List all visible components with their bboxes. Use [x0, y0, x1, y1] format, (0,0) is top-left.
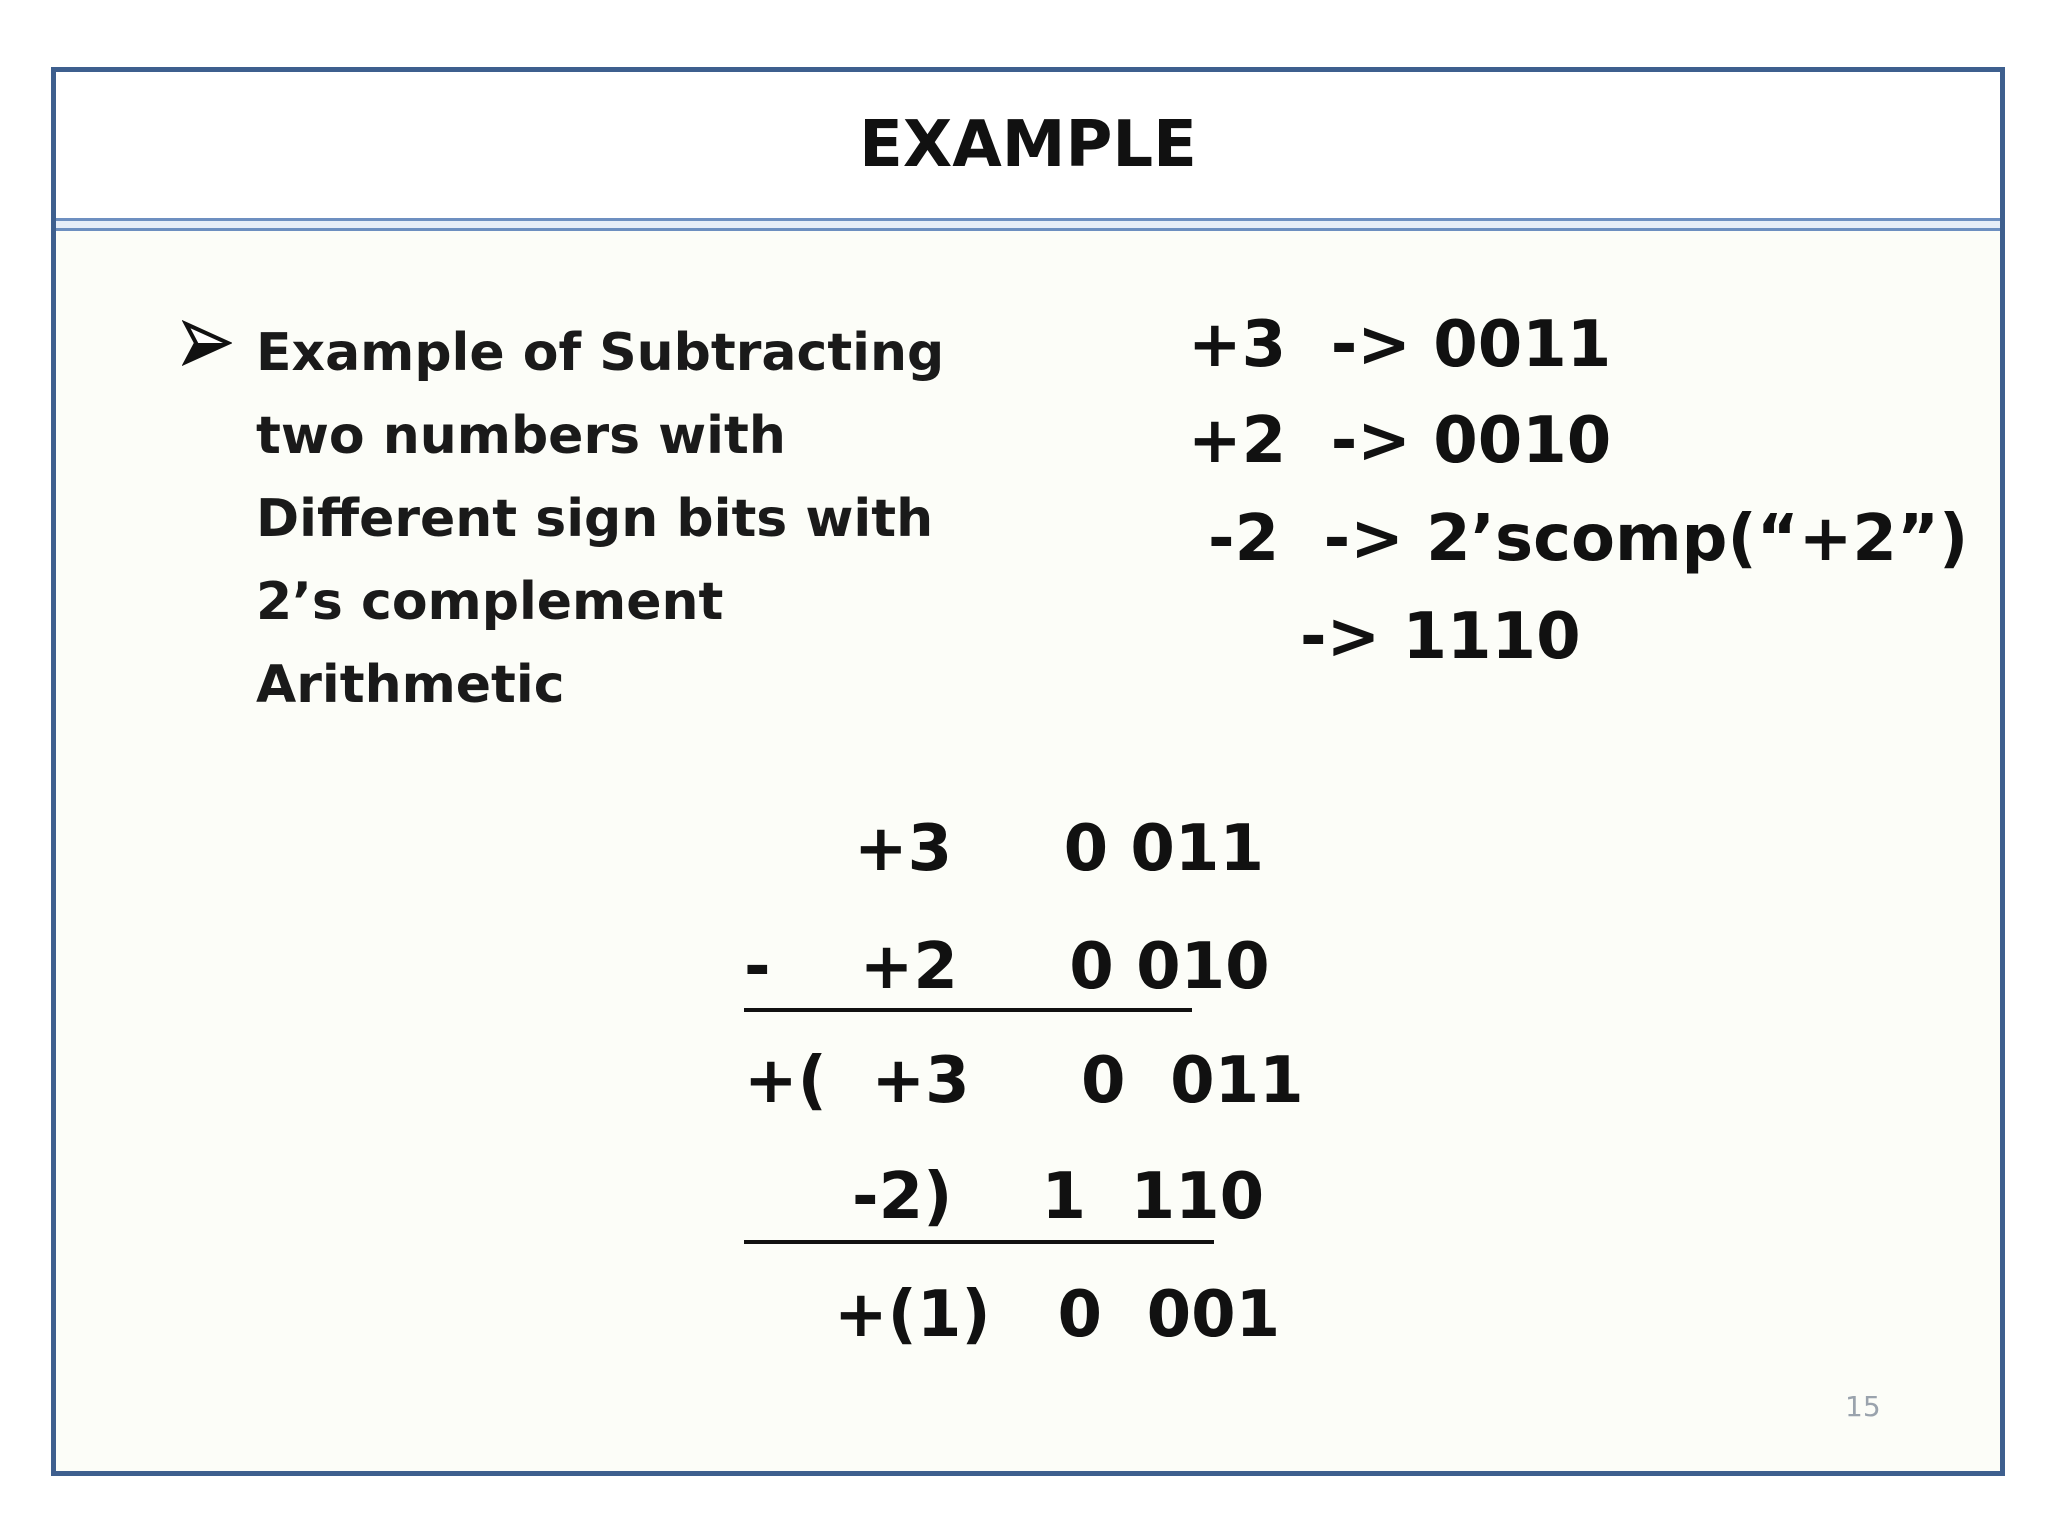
calc-row-complement-1: +( +3 0 011	[744, 1044, 1304, 1118]
encoding-line: +2 -> 0010	[1188, 404, 1612, 478]
subtraction-underline	[744, 1008, 1192, 1012]
title-band	[56, 72, 2000, 219]
calc-row-operand-1: +3 0 011	[854, 812, 1264, 886]
encoding-line: -2 -> 2’scomp(“+2”)	[1208, 502, 1969, 576]
arrow-bullet-icon	[182, 318, 232, 368]
bullet-line: two numbers with	[256, 406, 786, 466]
bullet-line: Arithmetic	[256, 655, 565, 715]
page-number: 15	[1845, 1390, 1881, 1423]
bullet-line: 2’s complement	[256, 572, 724, 632]
title-rule-shade	[56, 221, 2000, 228]
bullet-line: Example of Subtracting	[256, 323, 945, 383]
title-rule-bottom	[56, 228, 2000, 231]
bullet-text	[256, 312, 956, 727]
encoding-line: -> 1110	[1300, 600, 1581, 674]
calc-row-complement-2: -2) 1 110	[852, 1160, 1265, 1234]
bullet-line: Different sign bits with	[256, 489, 934, 549]
calc-row-result: +(1) 0 001	[834, 1278, 1281, 1352]
encoding-line: +3 -> 0011	[1188, 308, 1612, 382]
addition-underline	[744, 1240, 1214, 1244]
slide-frame	[51, 67, 2005, 1476]
slide-title: EXAMPLE	[859, 108, 1197, 182]
calc-row-operand-2: - +2 0 010	[744, 930, 1270, 1004]
